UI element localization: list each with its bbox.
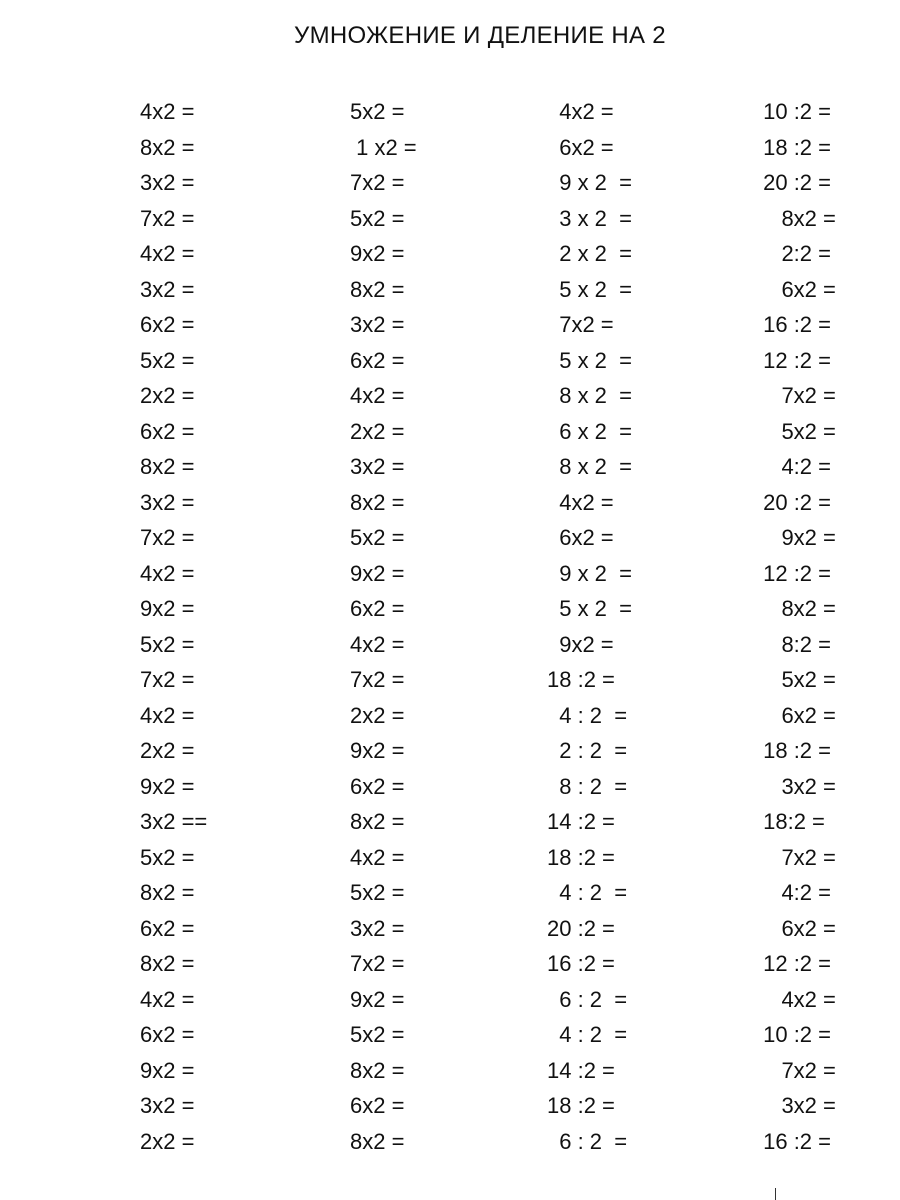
exercise-item: 4 : 2 = [547, 702, 628, 728]
exercise-column-1 [140, 94, 207, 1159]
exercise-item: 7x2 = [757, 844, 836, 870]
exercise-item: 5x2 = [350, 205, 405, 231]
exercise-item: 9x2 = [350, 738, 405, 763]
exercise-item: 12 :2 = [757, 560, 832, 586]
exercise-item: 5x2 = [350, 525, 405, 550]
exercise-item: 18 :2 = [547, 844, 615, 870]
exercise-item: 4 : 2 = [547, 880, 628, 905]
page-title: УМНОЖЕНИЕ И ДЕЛЕНИЕ НА 2 [294, 22, 666, 49]
exercise-item: 4x2 = [350, 631, 405, 657]
exercise-item: 9x2 = [140, 1057, 195, 1083]
exercise-item: 20 :2 = [757, 489, 832, 515]
exercise-item: 9x2 = [140, 596, 195, 621]
exercise-item: 12 :2 = [757, 347, 832, 373]
exercise-item: 5x2 = [757, 418, 836, 444]
exercise-item: 16 :2 = [757, 1128, 832, 1154]
exercise-item: 8 : 2 = [547, 773, 628, 799]
exercise-item: 5x2 = [140, 844, 195, 870]
exercise-item: 16 :2 = [547, 951, 615, 976]
exercise-item: 5x2 = [350, 880, 405, 905]
exercise-item: 3x2 = [757, 1093, 836, 1118]
exercise-item: 5 x 2 = [547, 347, 632, 373]
exercise-item: 7x2 = [140, 205, 195, 231]
exercise-item: 14 :2 = [547, 809, 615, 834]
exercise-item: 1 x2 = [350, 134, 417, 160]
exercise-item: 4x2 = [350, 844, 405, 870]
exercise-item: 2 : 2 = [547, 738, 628, 763]
edge-tick-mark [775, 1188, 776, 1200]
exercise-item: 4 : 2 = [547, 1022, 628, 1047]
exercise-item: 3x2 == [140, 809, 208, 834]
exercise-item: 4x2 = [140, 702, 195, 728]
exercise-item: 18:2 = [757, 809, 825, 834]
exercise-item: 3x2 = [350, 454, 405, 479]
exercise-item: 8x2 = [757, 205, 836, 231]
exercise-item: 6 : 2 = [547, 1128, 628, 1154]
exercise-item: 8 x 2 = [547, 383, 632, 408]
exercise-item: 6x2 = [757, 276, 836, 302]
exercise-column-3 [547, 94, 632, 1159]
exercise-item: 4x2 = [757, 986, 836, 1012]
exercise-item: 7x2 = [350, 170, 405, 195]
exercise-item: 8x2 = [350, 489, 405, 515]
exercise-item: 9x2 = [350, 560, 405, 586]
exercise-item: 18 :2 = [757, 738, 832, 763]
exercise-item: 6x2 = [757, 915, 836, 941]
exercise-item: 5 x 2 = [547, 276, 632, 302]
exercise-item: 7x2 = [757, 383, 836, 408]
exercise-item: 6x2 = [547, 525, 614, 550]
exercise-item: 6x2 = [757, 702, 836, 728]
exercise-item: 2x2 = [350, 702, 405, 728]
exercise-item: 10 :2 = [757, 1022, 832, 1047]
exercise-item: 2x2 = [140, 738, 195, 763]
exercise-item: 4x2 = [547, 489, 614, 515]
exercise-item: 5x2 = [350, 99, 405, 124]
exercise-item: 3x2 = [350, 312, 405, 337]
exercise-item: 9 x 2 = [547, 560, 632, 586]
exercise-item: 6x2 = [547, 134, 614, 160]
exercise-item: 2x2 = [140, 383, 195, 408]
exercise-item: 6x2 = [140, 312, 195, 337]
exercise-item: 3x2 = [757, 773, 836, 799]
exercise-column-2 [350, 94, 417, 1159]
exercise-item: 9x2 = [757, 525, 836, 550]
exercise-item: 5x2 = [757, 667, 836, 692]
exercise-item: 7x2 = [350, 667, 405, 692]
exercise-item: 18 :2 = [757, 134, 832, 160]
exercise-item: 4x2 = [140, 560, 195, 586]
exercise-item: 2x2 = [350, 418, 405, 444]
exercise-item: 8x2 = [350, 1057, 405, 1083]
exercise-item: 14 :2 = [547, 1057, 615, 1083]
exercise-item: 4x2 = [350, 383, 405, 408]
exercise-item: 6 x 2 = [547, 418, 632, 444]
exercise-item: 8x2 = [757, 596, 836, 621]
exercise-item: 8x2 = [350, 276, 405, 302]
exercise-item: 5 x 2 = [547, 596, 632, 621]
exercise-item: 6x2 = [350, 773, 405, 799]
exercise-item: 6x2 = [350, 347, 405, 373]
exercise-item: 6 : 2 = [547, 986, 628, 1012]
exercise-grid [0, 94, 900, 1174]
exercise-item: 4x2 = [547, 99, 614, 124]
exercise-item: 8:2 = [757, 631, 831, 657]
exercise-item: 20 :2 = [757, 170, 832, 195]
exercise-item: 8x2 = [350, 1128, 405, 1154]
exercise-item: 8x2 = [140, 880, 195, 905]
exercise-item: 9x2 = [140, 773, 195, 799]
exercise-item: 16 :2 = [757, 312, 832, 337]
exercise-item: 3x2 = [350, 915, 405, 941]
exercise-item: 4:2 = [757, 880, 831, 905]
exercise-item: 9x2 = [547, 631, 614, 657]
exercise-item: 7x2 = [350, 951, 405, 976]
exercise-item: 3x2 = [140, 276, 195, 302]
exercise-item: 7x2 = [757, 1057, 836, 1083]
exercise-item: 6x2 = [350, 596, 405, 621]
exercise-item: 6x2 = [140, 418, 195, 444]
exercise-item: 3x2 = [140, 489, 195, 515]
exercise-item: 5x2 = [140, 347, 195, 373]
exercise-column-4 [757, 94, 836, 1159]
exercise-item: 8x2 = [350, 809, 405, 834]
exercise-item: 10 :2 = [757, 99, 832, 124]
exercise-item: 8 x 2 = [547, 454, 632, 479]
exercise-item: 20 :2 = [547, 915, 615, 941]
exercise-item: 18 :2 = [547, 667, 615, 692]
exercise-item: 2x2 = [140, 1128, 195, 1154]
exercise-item: 9 x 2 = [547, 170, 632, 195]
exercise-item: 2:2 = [757, 241, 831, 266]
exercise-item: 12 :2 = [757, 951, 832, 976]
exercise-item: 2 x 2 = [547, 241, 632, 266]
exercise-item: 3 x 2 = [547, 205, 632, 231]
exercise-item: 5x2 = [140, 631, 195, 657]
exercise-item: 18 :2 = [547, 1093, 615, 1118]
exercise-item: 4:2 = [757, 454, 831, 479]
exercise-item: 9x2 = [350, 241, 405, 266]
exercise-item: 6x2 = [140, 1022, 195, 1047]
exercise-item: 5x2 = [350, 1022, 405, 1047]
exercise-item: 9x2 = [350, 986, 405, 1012]
exercise-item: 3x2 = [140, 170, 195, 195]
exercise-item: 7x2 = [547, 312, 614, 337]
exercise-item: 7x2 = [140, 525, 195, 550]
exercise-item: 4x2 = [140, 986, 195, 1012]
exercise-item: 6x2 = [350, 1093, 405, 1118]
exercise-item: 8x2 = [140, 454, 195, 479]
exercise-item: 3x2 = [140, 1093, 195, 1118]
exercise-item: 4x2 = [140, 241, 195, 266]
exercise-item: 7x2 = [140, 667, 195, 692]
exercise-item: 6x2 = [140, 915, 195, 941]
exercise-item: 8x2 = [140, 951, 195, 976]
exercise-item: 4x2 = [140, 99, 195, 124]
exercise-item: 8x2 = [140, 134, 195, 160]
